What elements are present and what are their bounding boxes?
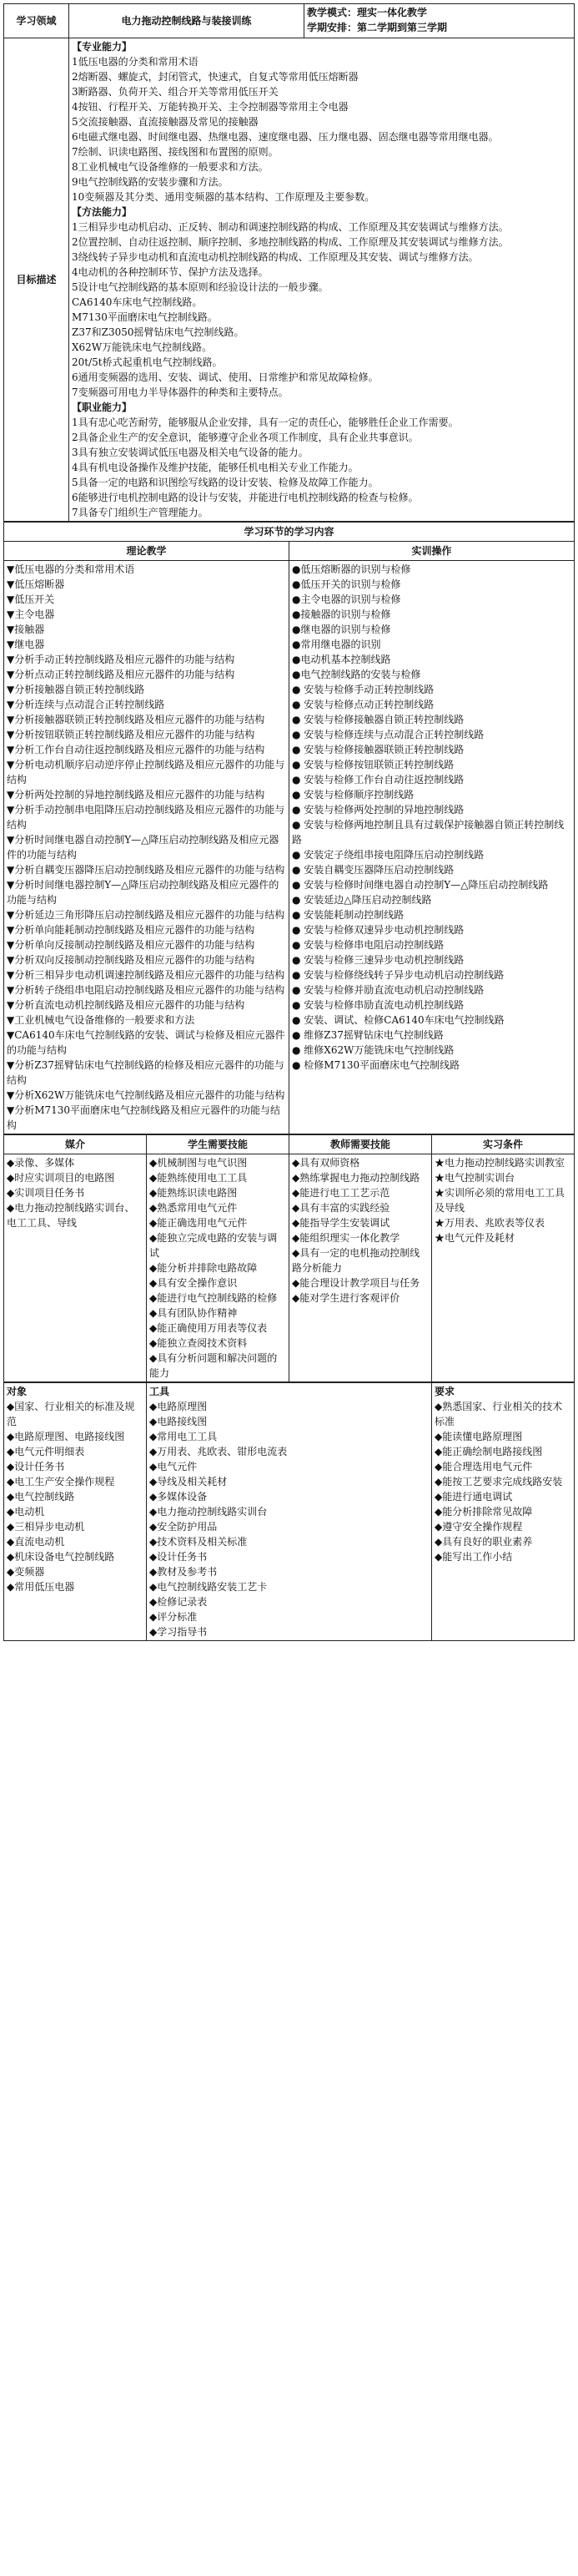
- condition-item: ★电气元件及耗材: [435, 1232, 515, 1244]
- career-item: 6能够进行电机控制电路的设计与安装，并能进行电机控制线路的检查与检修。: [72, 492, 419, 503]
- practice-item: ●电动机基本控制线路: [292, 654, 391, 665]
- practice-item: ● 安装与检修绕线转子异步电动机启动控制线路: [292, 969, 505, 981]
- require-item: ◆能读懂电路原理图: [435, 1431, 523, 1442]
- header-table: [3, 3, 575, 522]
- practice-list: [292, 562, 571, 1073]
- method-item: 2位置控制、自动往返控制、顺序控制、多地控制线路的构成、工作原理及其安装调试与维修方法。: [72, 236, 509, 248]
- require-item: ◆能按工艺要求完成线路安装: [435, 1476, 563, 1488]
- practice-item: ●继电器的识别与检修: [292, 624, 391, 635]
- object-list: [7, 1399, 143, 1594]
- bottom-table: [3, 1382, 575, 1641]
- student-skill-item: ◆熟悉常用电气元件: [149, 1202, 238, 1214]
- teacher-skill-item: ◆具有丰富的实践经验: [292, 1202, 390, 1214]
- theory-item: ▼分析手动正转控制线路及相应元器件的功能与结构: [7, 654, 235, 665]
- practice-item: ● 安装与检修三速异步电动机控制线路: [292, 954, 465, 966]
- resources-table: [3, 1134, 575, 1382]
- student-skill-item: ◆能熟练识读电路图: [149, 1187, 238, 1199]
- student-cell: [147, 1154, 289, 1382]
- theory-item: ▼分析按钮联锁正转控制线路及相应元器件的功能与结构: [7, 729, 255, 740]
- condition-item: ★实训所必须的常用电工工具及导线: [435, 1187, 565, 1214]
- professional-item: 10变频器及其分类、通用变频器的基本结构、工作原理及主要参数。: [72, 191, 375, 203]
- student-skill-item: ◆具有安全操作意识: [149, 1277, 238, 1289]
- theory-item: ▼分析点动正转控制线路及相应元器件的功能与结构: [7, 669, 235, 680]
- practice-item: ● 检修M7130平面磨床电气控制线路: [292, 1059, 460, 1071]
- teacher-skill-item: ◆能对学生进行客观评价: [292, 1292, 400, 1304]
- theory-item: ▼分析手动控制串电阻降压启动控制线路及相应元器件的功能与结构: [7, 804, 285, 831]
- professional-item: 5交流接触器、直流接触器及常见的接触器: [72, 116, 259, 128]
- media-item: ◆电力拖动控制线路实训台、电工工具、导线: [7, 1202, 135, 1229]
- condition-list: [435, 1155, 571, 1245]
- student-skill-item: ◆具有团队协作精神: [149, 1307, 238, 1319]
- practice-item: ●常用继电器的识别: [292, 639, 381, 650]
- tool-title: 工具: [149, 1386, 170, 1397]
- professional-item: 8工业机械电气设备维修的一般要求和方法。: [72, 161, 269, 173]
- require-item: ◆能分析排除常见故障: [435, 1506, 533, 1518]
- student-skill-item: ◆能进行电气控制线路的检修: [149, 1292, 278, 1304]
- tool-item: ◆学习指导书: [149, 1626, 208, 1638]
- media-title: 媒介: [4, 1135, 147, 1154]
- object-item: ◆电气控制线路: [7, 1491, 75, 1503]
- theory-item: ▼分析延边三角形降压启动控制线路及相应元器件的功能与结构: [7, 909, 285, 921]
- mode-line: 教学模式：理实一体化教学: [307, 7, 428, 18]
- object-item: ◆常用低压电器: [7, 1581, 75, 1593]
- theory-item: ▼分析M7130平面磨床电气控制线路及相应元器件的功能与结构: [7, 1104, 281, 1131]
- professional-item: 3断路器、负荷开关、组合开关等常用低压开关: [72, 86, 279, 98]
- theory-item: ▼分析双向反接制动控制线路及相应元器件的功能与结构: [7, 954, 255, 966]
- course-document: [3, 3, 575, 1641]
- theory-item: ▼接触器: [7, 624, 45, 635]
- tool-item: ◆电气控制线路安装工艺卡: [149, 1581, 268, 1593]
- theory-item: ▼分析单向反接制动控制线路及相应元器件的功能与结构: [7, 939, 255, 951]
- practice-item: ●接触器的识别与检修: [292, 609, 391, 620]
- professional-item: 6电磁式继电器、时间继电器、热继电器、速度继电器、压力继电器、固态继电器等常用继电器。: [72, 131, 499, 143]
- theory-list: [7, 562, 286, 1133]
- method-item: 20t/5t桥式起重机电气控制线路。: [72, 356, 223, 368]
- media-item: ◆实训项目任务书: [7, 1187, 85, 1199]
- method-item: X62W万能铣床电气控制线路。: [72, 341, 213, 353]
- object-item: ◆电气元件明细表: [7, 1446, 85, 1457]
- practice-item: ● 安装与检修时间继电器自动控制Y—△降压启动控制线路: [292, 879, 549, 891]
- career-item: 7具备专门组织生产管理能力。: [72, 507, 209, 518]
- practice-item: ● 安装自耦变压器降压启动控制线路: [292, 864, 455, 876]
- career-list: [72, 415, 571, 520]
- practice-item: ● 安装与检修手动正转控制线路: [292, 684, 435, 695]
- professional-item: 9电气控制线路的安装步骤和方法。: [72, 176, 229, 188]
- tool-item: ◆电路接线图: [149, 1416, 208, 1427]
- object-item: ◆三相异步电动机: [7, 1521, 85, 1533]
- practice-item: ● 安装与检修两处控制的异地控制线路: [292, 804, 465, 816]
- tool-item: ◆电气元件: [149, 1461, 198, 1472]
- object-item: ◆电路原理图、电路接线图: [7, 1431, 125, 1442]
- require-cell: [432, 1383, 575, 1641]
- career-item: 5具备一定的电路和识图绘写线路的设计安装、检修及故障工作能力。: [72, 477, 379, 488]
- tool-cell: [147, 1383, 432, 1641]
- theory-item: ▼工业机械电气设备维修的一般要求和方法: [7, 1014, 195, 1026]
- career-title: 【职业能力】: [72, 402, 133, 413]
- goals-label: 目标描述: [4, 38, 69, 522]
- teacher-skill-item: ◆具有双师资格: [292, 1157, 360, 1169]
- student-skill-item: ◆能正确使用万用表等仪表: [149, 1322, 268, 1334]
- method-item: Z37和Z3050摇臂钻床电气控制线路。: [72, 326, 244, 338]
- professional-list: [72, 54, 571, 205]
- practice-item: ● 维修X62W万能铣床电气控制线路: [292, 1044, 455, 1056]
- student-list: [149, 1155, 286, 1381]
- field-label: 学习领域: [4, 4, 69, 38]
- theory-item: ▼分析接触器自锁正转控制线路: [7, 684, 145, 695]
- require-item: ◆熟悉国家、行业相关的技术标准: [435, 1401, 563, 1427]
- theory-item: ▼分析工作台自动往返控制线路及相应元器件的功能与结构: [7, 744, 265, 755]
- content-table: [3, 522, 575, 1134]
- tool-item: ◆导线及相关耗材: [149, 1476, 228, 1488]
- practice-item: ● 安装与检修顺序控制线路: [292, 789, 415, 801]
- field-value: 电力拖动控制线路与装接训练: [69, 4, 304, 38]
- condition-title: 实习条件: [432, 1135, 575, 1154]
- practice-item: ●主令电器的识别与检修: [292, 593, 401, 605]
- mode-cell: [304, 4, 575, 38]
- require-item: ◆具有良好的职业素养: [435, 1536, 533, 1548]
- require-item: ◆遵守安全操作规程: [435, 1521, 523, 1533]
- tool-item: ◆检修记录表: [149, 1596, 208, 1608]
- practice-item: ● 安装、调试、检修CA6140车床电气控制线路: [292, 1014, 505, 1026]
- goals-cell: [69, 38, 575, 522]
- media-list: [7, 1155, 143, 1230]
- tool-item: ◆电力拖动控制线路实训台: [149, 1506, 268, 1518]
- require-item: ◆能进行通电调试: [435, 1491, 513, 1503]
- teacher-skill-item: ◆能指导学生安装调试: [292, 1217, 390, 1229]
- method-list: [72, 220, 571, 400]
- content-title: 学习环节的学习内容: [4, 523, 575, 542]
- practice-item: ● 安装与检修两地控制且具有过载保护接触器自锁正转控制线路: [292, 819, 565, 846]
- theory-item: ▼分析转子绕组串电阻启动控制线路及相应元器件的功能与结构: [7, 984, 285, 996]
- professional-item: 1低压电器的分类和常用术语: [72, 56, 199, 68]
- require-item: ◆能正确绘制电路接线图: [435, 1446, 543, 1457]
- student-title: 学生需要技能: [147, 1135, 289, 1154]
- theory-item: ▼低压电器的分类和常用术语: [7, 563, 135, 575]
- tool-item: ◆多媒体设备: [149, 1491, 208, 1503]
- require-title: 要求: [435, 1386, 455, 1397]
- teacher-title: 教师需要技能: [289, 1135, 432, 1154]
- tool-item: ◆教材及参考书: [149, 1566, 218, 1578]
- tool-item: ◆常用电工工具: [149, 1431, 218, 1442]
- practice-item: ● 安装与检修点动正转控制线路: [292, 699, 435, 710]
- practice-item: ●低压熔断器的识别与检修: [292, 563, 411, 575]
- teacher-skill-item: ◆能合理设计教学项目与任务: [292, 1277, 420, 1289]
- require-item: ◆能合理选用电气元件: [435, 1461, 533, 1472]
- tool-item: ◆电路原理图: [149, 1401, 208, 1412]
- tool-item: ◆技术资料及相关标准: [149, 1536, 248, 1548]
- method-title: 【方法能力】: [72, 206, 133, 218]
- practice-item: ● 安装与检修双速异步电动机控制线路: [292, 924, 465, 936]
- practice-item: ● 安装与检修按钮联锁正转控制线路: [292, 759, 455, 770]
- theory-item: ▼分析自耦变压器降压启动控制线路及相应元器件的功能与结构: [7, 864, 285, 876]
- object-item: ◆机床设备电气控制线路: [7, 1551, 115, 1563]
- practice-cell: [289, 561, 575, 1134]
- object-cell: [4, 1383, 147, 1641]
- practice-item: ● 安装能耗制动控制线路: [292, 909, 405, 921]
- tool-item: ◆万用表、兆欧表、钳形电流表: [149, 1446, 288, 1457]
- object-item: ◆变频器: [7, 1566, 45, 1578]
- object-item: ◆电动机: [7, 1506, 45, 1518]
- professional-item: 4按钮、行程开关、万能转换开关、主令控制器等常用主令电器: [72, 101, 349, 113]
- teacher-skill-item: ◆能组织理实一体化教学: [292, 1232, 400, 1244]
- student-skill-item: ◆能独立完成电路的安装与调试: [149, 1232, 278, 1259]
- condition-item: ★万用表、兆欧表等仪表: [435, 1217, 545, 1229]
- practice-title: 实训操作: [289, 542, 575, 561]
- method-item: 3绕线转子异步电动机和直流电动机控制线路的构成、工作原理及其安装、调试与维修方法。: [72, 251, 479, 263]
- student-skill-item: ◆机械制图与电气识图: [149, 1157, 248, 1169]
- student-skill-item: ◆具有分析问题和解决问题的能力: [149, 1352, 278, 1379]
- theory-title: 理论教学: [4, 542, 289, 561]
- require-list: [435, 1399, 571, 1564]
- method-item: M7130平面磨床电气控制线路。: [72, 311, 218, 323]
- schedule-line: 学期安排：第二学期到第三学期: [307, 22, 448, 33]
- media-item: ◆录像、多媒体: [7, 1157, 75, 1169]
- theory-cell: [4, 561, 289, 1134]
- teacher-cell: [289, 1154, 432, 1382]
- tool-item: ◆安全防护用品: [149, 1521, 218, 1533]
- theory-item: ▼CA6140车床电气控制线路的安装、调试与检修及相应元器件的功能与结构: [7, 1029, 285, 1056]
- student-skill-item: ◆能熟练使用电工工具: [149, 1172, 248, 1184]
- practice-item: ●电气控制线路的安装与检修: [292, 669, 421, 680]
- object-title: 对象: [7, 1386, 28, 1397]
- practice-item: ● 维修Z37摇臂钻床电气控制线路: [292, 1029, 444, 1041]
- theory-item: ▼分析接触器联锁正转控制线路及相应元器件的功能与结构: [7, 714, 265, 725]
- tool-list: [149, 1399, 429, 1639]
- theory-item: ▼分析直流电动机控制线路及相应元器件的功能与结构: [7, 999, 245, 1011]
- teacher-list: [292, 1155, 429, 1306]
- theory-item: ▼分析时间继电器控制Y—△降压启动控制线路及相应元器件的功能与结构: [7, 879, 279, 906]
- theory-item: ▼低压熔断器: [7, 578, 65, 590]
- condition-cell: [432, 1154, 575, 1382]
- object-item: ◆国家、行业相关的标准及规范: [7, 1401, 135, 1427]
- teacher-skill-item: ◆熟练掌握电力拖动控制线路: [292, 1172, 420, 1184]
- practice-item: ● 安装与检修串励直流电动机控制线路: [292, 999, 465, 1011]
- career-item: 4具有机电设备操作及维护技能，能够任机电相关专业工作能力。: [72, 462, 359, 473]
- career-item: 3具有独立安装调试低压电器及相关电气设备的能力。: [72, 447, 309, 458]
- practice-item: ● 安装与检修工作台自动往返控制线路: [292, 774, 465, 785]
- career-item: 1具有忠心吃苦耐劳，能够服从企业安排，具有一定的责任心，能够胜任企业工作需要。: [72, 417, 459, 428]
- media-item: ◆时应实训项目的电路图: [7, 1172, 115, 1184]
- practice-item: ● 安装延边△降压启动控制线路: [292, 894, 432, 906]
- tool-item: ◆评分标准: [149, 1611, 198, 1623]
- object-item: ◆直流电动机: [7, 1536, 65, 1548]
- professional-title: 【专业能力】: [72, 41, 133, 53]
- theory-item: ▼主令电器: [7, 609, 55, 620]
- practice-item: ● 安装与检修连续与点动混合正转控制线路: [292, 729, 485, 740]
- theory-item: ▼分析连续与点动混合正转控制线路: [7, 699, 165, 710]
- require-item: ◆能写出工作小结: [435, 1551, 513, 1563]
- practice-item: ● 安装与检修接触器自锁正转控制线路: [292, 714, 465, 725]
- method-item: 6通用变频器的选用、安装、调试、使用、日常维护和常见故障检修。: [72, 371, 379, 383]
- career-item: 2具备企业生产的安全意识，能够遵守企业各项工作制度，具有企业共事意识。: [72, 432, 419, 443]
- practice-item: ● 安装定子绕组串接电阻降压启动控制线路: [292, 849, 485, 861]
- object-item: ◆设计任务书: [7, 1461, 65, 1472]
- method-item: 1三相异步电动机启动、正反转、制动和调速控制线路的构成、工作原理及其安装调试与维修方法。: [72, 221, 509, 233]
- theory-item: ▼分析两处控制的异地控制线路及相应元器件的功能与结构: [7, 789, 265, 801]
- practice-item: ● 安装与检修接触器联锁正转控制线路: [292, 744, 465, 755]
- condition-item: ★电力拖动控制线路实训教室: [435, 1157, 565, 1169]
- teacher-skill-item: ◆具有一定的电机拖动控制线路分析能力: [292, 1247, 420, 1274]
- media-cell: [4, 1154, 147, 1382]
- method-item: 7变频器可用电力半导体器件的种类和主要特点。: [72, 386, 289, 398]
- condition-item: ★电气控制实训台: [435, 1172, 515, 1184]
- tool-item: ◆设计任务书: [149, 1551, 208, 1563]
- student-skill-item: ◆能独立查阅技术资料: [149, 1337, 248, 1349]
- method-item: 4电动机的各种控制环节、保护方法及选择。: [72, 266, 269, 278]
- practice-item: ●低压开关的识别与检修: [292, 578, 401, 590]
- object-item: ◆电工生产安全操作规程: [7, 1476, 115, 1488]
- theory-item: ▼继电器: [7, 639, 45, 650]
- practice-item: ● 安装与检修串电阻启动控制线路: [292, 939, 445, 951]
- theory-item: ▼分析电动机顺序启动逆序停止控制线路及相应元器件的功能与结构: [7, 759, 285, 785]
- theory-item: ▼分析三相异步电动机调速控制线路及相应元器件的功能与结构: [7, 969, 285, 981]
- teacher-skill-item: ◆能进行电工工艺示范: [292, 1187, 390, 1199]
- practice-item: ● 安装与检修并励直流电动机启动控制线路: [292, 984, 485, 996]
- method-item: 5设计电气控制线路的基本原则和经验设计法的一般步骤。: [72, 281, 329, 293]
- professional-item: 7绘制、识读电路图、接线图和布置图的原则。: [72, 146, 279, 158]
- theory-item: ▼分析单向能耗制动控制线路及相应元器件的功能与结构: [7, 924, 255, 936]
- theory-item: ▼分析X62W万能铣床电气控制线路及相应元器件的功能与结构: [7, 1089, 285, 1101]
- theory-item: ▼分析Z37摇臂钻床电气控制线路的检修及相应元器件的功能与结构: [7, 1059, 284, 1086]
- theory-item: ▼分析时间继电器自动控制Y—△降压启动控制线路及相应元器件的功能与结构: [7, 834, 279, 861]
- method-item: CA6140车床电气控制线路。: [72, 296, 203, 308]
- student-skill-item: ◆能分析并排除电路故障: [149, 1262, 258, 1274]
- student-skill-item: ◆能正确选用电气元件: [149, 1217, 248, 1229]
- theory-item: ▼低压开关: [7, 593, 55, 605]
- professional-item: 2熔断器、螺旋式，封闭管式，快速式，自复式等常用低压熔断器: [72, 71, 359, 83]
